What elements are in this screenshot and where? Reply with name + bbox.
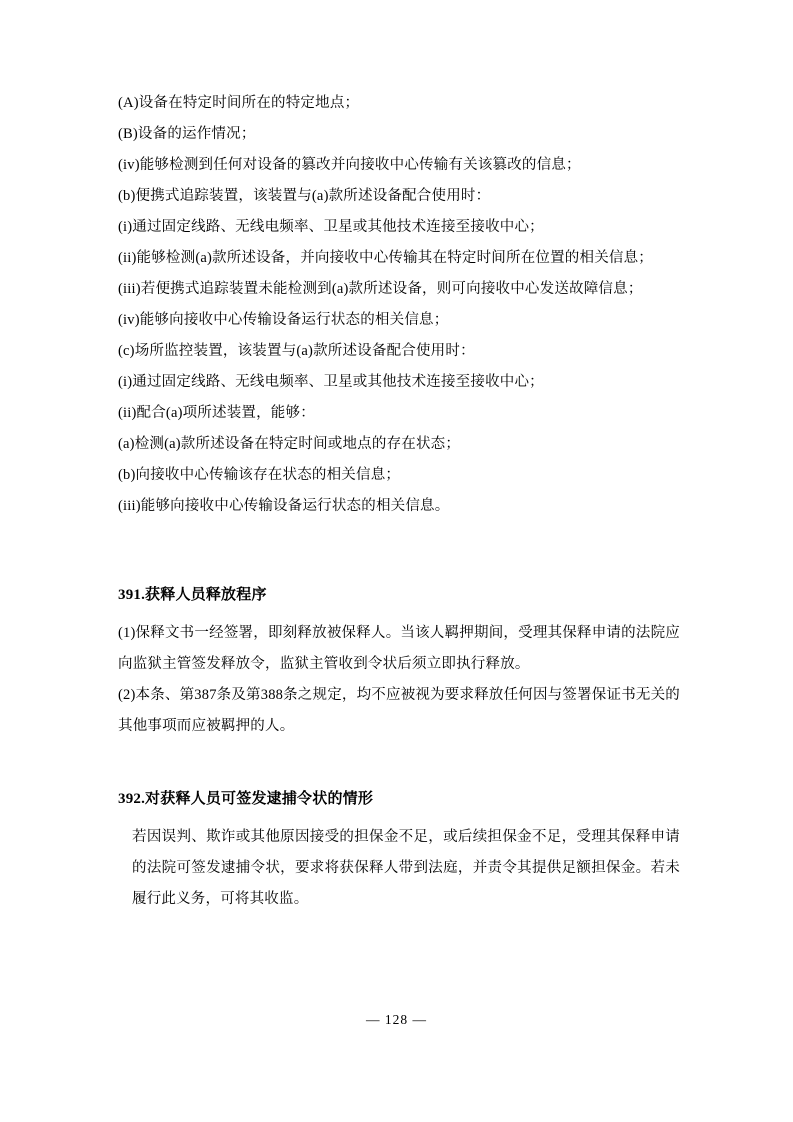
section-spacer xyxy=(118,522,680,580)
heading-spacer xyxy=(118,814,680,822)
list-item: (B)设备的运作情况； xyxy=(118,126,256,142)
list-item: (iii)若便携式追踪装置未能检测到(a)款所述设备，则可向接收中心发送故障信息； xyxy=(118,281,643,297)
list-item: (i)通过固定线路、无线电频率、卫星或其他技术连接至接收中心； xyxy=(118,219,544,235)
page-number: — 128 — xyxy=(366,1012,427,1027)
list-item: (b)便携式追踪装置，该装置与(a)款所述设备配合使用时： xyxy=(118,188,491,204)
list-item: (A)设备在特定时间所在的特定地点； xyxy=(118,95,360,111)
list-item: (ii)配合(a)项所述装置，能够： xyxy=(118,405,315,421)
section-paragraph: (2)本条、第387条及第388条之规定，均不应被视为要求释放任何因与签署保证书无关的其他事项而应被羁押的人。 xyxy=(118,687,681,734)
list-item: (iii)能够向接收中心传输设备运行状态的相关信息。 xyxy=(118,498,450,514)
section-paragraph: 若因误判、欺诈或其他原因接受的担保金不足，或后续担保金不足，受理其保释申请的法院可签发逮捕令状，要求将获保释人带到法庭，并责令其提供足额担保金。若未履行此义务，可将其收监。 xyxy=(132,829,680,907)
list-item: (iv)能够向接收中心传输设备运行状态的相关信息； xyxy=(118,312,449,328)
list-item: (ii)能够检测(a)款所述设备，并向接收中心传输其在特定时间所在位置的相关信息； xyxy=(118,250,654,266)
section-paragraph: (1)保释文书一经签署，即刻释放被保释人。当该人羁押期间，受理其保释申请的法院应向监狱主管签发释放令，监狱主管收到令状后须立即执行释放。 xyxy=(118,625,680,672)
section-spacer xyxy=(118,742,680,784)
page-content xyxy=(118,88,680,915)
list-item: (iv)能够检测到任何对设备的篡改并向接收中心传输有关该篡改的信息； xyxy=(118,157,581,173)
list-item: (i)通过固定线路、无线电频率、卫星或其他技术连接至接收中心； xyxy=(118,374,544,390)
list-item: (c)场所监控装置，该装置与(a)款所述设备配合使用时： xyxy=(118,343,475,359)
section-heading-392: 392.对获释人员可签发逮捕令状的情形 xyxy=(118,791,374,807)
list-item: (b)向接收中心传输该存在状态的相关信息； xyxy=(118,467,401,483)
section-heading-391: 391.获释人员释放程序 xyxy=(118,587,267,603)
list-item: (a)检测(a)款所述设备在特定时间或地点的存在状态； xyxy=(118,436,461,452)
heading-spacer xyxy=(118,610,680,618)
